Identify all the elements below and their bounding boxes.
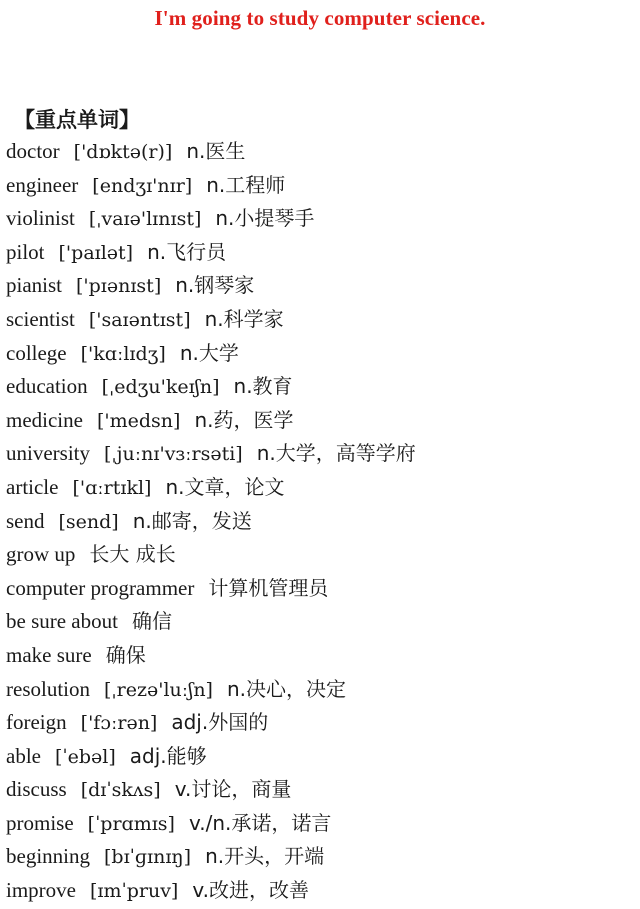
vocab-word: send bbox=[6, 508, 45, 533]
vocab-item bbox=[6, 605, 636, 639]
vocab-phonetic: ['fɔːrən] bbox=[80, 712, 158, 735]
vocab-phonetic: [ˌedʒu'keɪʃn] bbox=[101, 376, 220, 399]
vocab-meaning: n.小提琴手 bbox=[215, 206, 315, 231]
vocab-meaning: 确信 bbox=[131, 609, 172, 634]
section-heading: 【重点单词】 bbox=[14, 108, 140, 132]
vocab-item bbox=[6, 135, 636, 169]
vocab-meaning: v.改进，改善 bbox=[192, 878, 309, 903]
vocab-item bbox=[6, 437, 636, 471]
vocab-word: education bbox=[6, 374, 88, 399]
vocab-word: article bbox=[6, 474, 59, 499]
vocab-item bbox=[6, 236, 636, 270]
vocab-phonetic: ['dɒktə(r)] bbox=[73, 141, 173, 163]
vocab-meaning: 计算机管理员 bbox=[208, 575, 329, 600]
vocab-phonetic: ['medsn] bbox=[96, 409, 181, 432]
vocab-phonetic: [send] bbox=[58, 510, 119, 533]
vocab-meaning: n.邮寄，发送 bbox=[132, 508, 252, 533]
vocab-item bbox=[6, 874, 636, 908]
vocab-meaning: n.文章，论文 bbox=[165, 474, 285, 499]
vocab-item bbox=[6, 673, 636, 707]
vocab-word: university bbox=[6, 441, 90, 466]
vocab-meaning: v.讨论，商量 bbox=[174, 777, 292, 802]
vocab-word: grow up bbox=[6, 542, 76, 567]
vocab-meaning: 长大 成长 bbox=[89, 542, 176, 567]
vocab-item bbox=[6, 840, 636, 874]
vocab-word: promise bbox=[6, 810, 74, 835]
vocab-word: scientist bbox=[6, 306, 75, 331]
vocab-item bbox=[6, 505, 636, 539]
vocab-word: be sure about bbox=[6, 609, 118, 634]
vocab-item bbox=[6, 572, 636, 606]
vocab-item bbox=[6, 773, 636, 807]
vocab-phonetic: ['saɪəntɪst] bbox=[88, 308, 191, 331]
vocab-meaning: n.工程师 bbox=[206, 172, 286, 197]
vocab-meaning: adj.外国的 bbox=[171, 710, 269, 735]
vocab-word: beginning bbox=[6, 844, 90, 869]
vocab-phonetic: [ˌvaɪə'lɪnɪst] bbox=[88, 208, 202, 231]
vocab-word: discuss bbox=[6, 777, 67, 802]
vocab-item bbox=[6, 337, 636, 371]
vocab-meaning: n.大学，高等学府 bbox=[256, 441, 416, 466]
vocab-item bbox=[6, 202, 636, 236]
vocab-word: foreign bbox=[6, 710, 67, 735]
vocab-item bbox=[6, 404, 636, 438]
vocab-item bbox=[6, 639, 636, 673]
vocab-meaning: 确保 bbox=[105, 642, 146, 667]
vocab-phonetic: ['ɑːrtɪkl] bbox=[72, 476, 152, 499]
vocab-meaning: n.飞行员 bbox=[147, 239, 227, 264]
vocab-phonetic: [ˈebəl] bbox=[54, 745, 116, 768]
vocab-item bbox=[6, 807, 636, 841]
vocab-word: make sure bbox=[6, 642, 92, 667]
vocab-phonetic: ['paɪlət] bbox=[58, 241, 134, 264]
vocab-item bbox=[6, 169, 636, 203]
vocab-meaning: v./n.承诺，诺言 bbox=[188, 810, 332, 835]
vocab-item bbox=[6, 706, 636, 740]
vocab-item bbox=[6, 740, 636, 774]
vocab-item bbox=[6, 471, 636, 505]
vocab-word: improve bbox=[6, 878, 76, 903]
vocab-word: medicine bbox=[6, 407, 83, 432]
vocab-meaning: n.开头，开端 bbox=[205, 844, 325, 869]
vocab-word: computer programmer bbox=[6, 575, 195, 600]
vocab-word: resolution bbox=[6, 676, 90, 701]
vocab-word: pilot bbox=[6, 239, 45, 264]
vocab-item bbox=[6, 269, 636, 303]
vocab-meaning: adj.能够 bbox=[129, 743, 207, 768]
vocab-phonetic: [dɪˈskʌs] bbox=[80, 779, 161, 802]
vocab-item bbox=[6, 370, 636, 404]
vocab-meaning: n.决心，决定 bbox=[226, 676, 347, 701]
vocab-phonetic: [ˌjuːnɪ'vɜːrsəti] bbox=[104, 443, 243, 466]
vocab-phonetic: ['pɪənɪst] bbox=[76, 275, 162, 298]
vocab-meaning: n.大学 bbox=[179, 340, 239, 365]
vocab-word: violinist bbox=[6, 206, 75, 231]
vocab-meaning: n.科学家 bbox=[204, 306, 284, 331]
vocab-phonetic: [ɪmˈpruv] bbox=[89, 880, 179, 903]
vocab-phonetic: [ˈprɑmɪs] bbox=[87, 812, 175, 835]
vocab-phonetic: [endʒɪ'nɪr] bbox=[92, 174, 193, 197]
page-title: I'm going to study computer science. bbox=[154, 6, 486, 30]
vocab-meaning: n.医生 bbox=[186, 139, 246, 163]
vocab-meaning: n.钢琴家 bbox=[175, 273, 255, 298]
vocab-phonetic: [bɪˈɡɪnɪŋ] bbox=[104, 846, 192, 869]
vocab-item bbox=[6, 303, 636, 337]
vocab-word: able bbox=[6, 743, 41, 768]
vocab-word: college bbox=[6, 340, 67, 365]
vocab-phonetic: ['kɑːlɪdʒ] bbox=[80, 342, 166, 365]
vocab-word: doctor bbox=[6, 139, 60, 163]
vocab-word: engineer bbox=[6, 172, 79, 197]
vocab-meaning: n.药，医学 bbox=[194, 407, 294, 432]
vocab-list bbox=[6, 135, 636, 908]
vocab-item bbox=[6, 538, 636, 572]
vocab-word: pianist bbox=[6, 273, 62, 298]
vocab-meaning: n.教育 bbox=[233, 374, 293, 399]
vocab-phonetic: [ˌrezə'luːʃn] bbox=[104, 678, 213, 701]
